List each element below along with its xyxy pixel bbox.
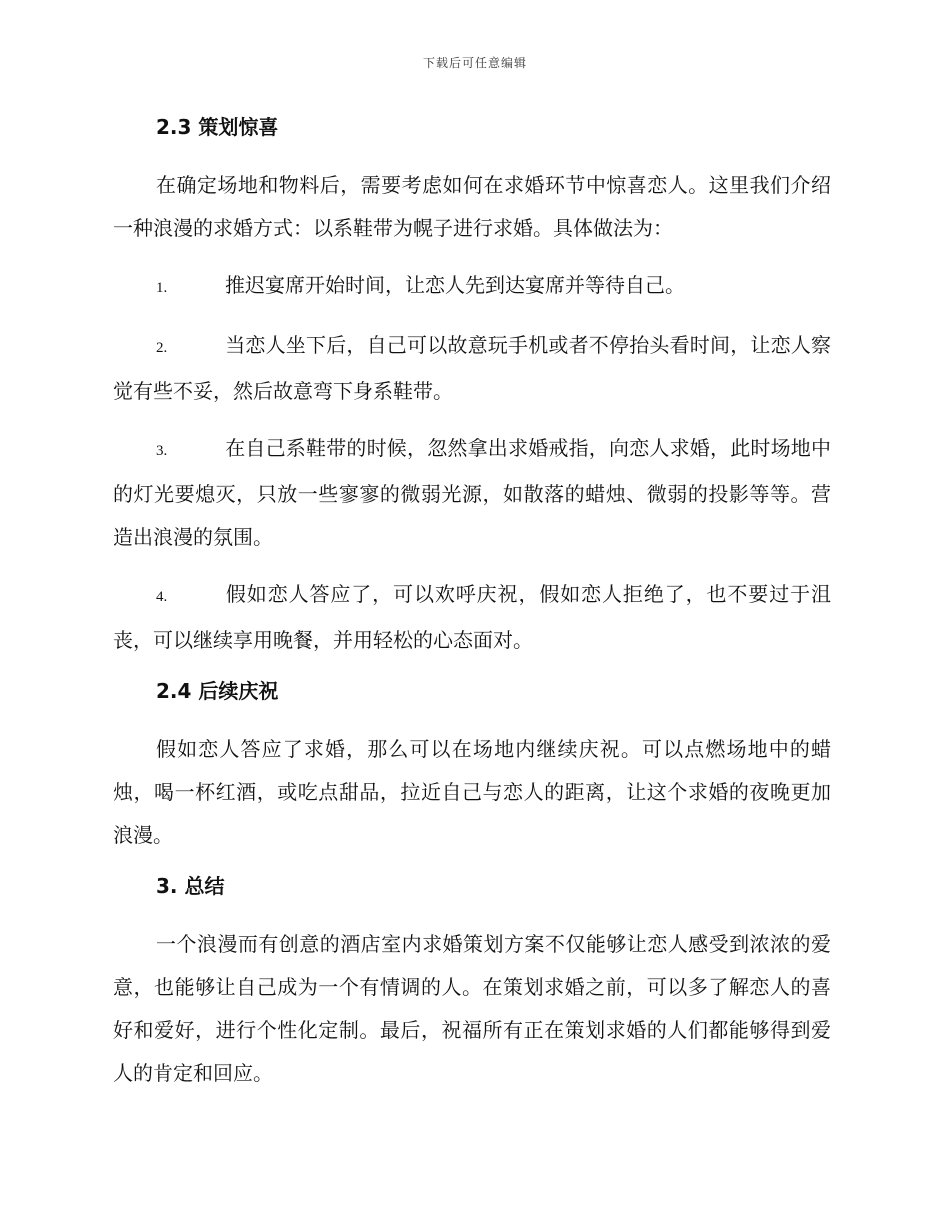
list-item-number: 3. xyxy=(156,443,168,459)
header-note: 下载后可任意编辑 xyxy=(422,56,527,70)
list-item-number: 1. xyxy=(156,280,168,296)
list-item xyxy=(113,264,831,310)
list-item-text: 推迟宴席开始时间，让恋人先到达宴席并等待自己。 xyxy=(225,273,685,297)
section-heading-2-4: 2.4 后续庆祝 xyxy=(156,679,279,703)
section-2-4-body: 假如恋人答应了求婚，那么可以在场地内继续庆祝。可以点燃场地中的蜡烛，喝一杯红酒，或吃点甜品，拉近自己与恋人的距离，让这个求婚的夜晚更加浪漫。 xyxy=(113,737,831,847)
list-item-number: 4. xyxy=(156,589,168,605)
list-item-text: 在自己系鞋带的时候，忽然拿出求婚戒指，向恋人求婚，此时场地中的灯光要熄灭，只放一些寥寥的微弱光源，如散落的蜡烛、微弱的投影等等。营造出浪漫的氛围。 xyxy=(113,436,831,549)
list-item xyxy=(113,427,831,559)
list-item xyxy=(113,573,831,662)
list-item-text: 假如恋人答应了，可以欢呼庆祝，假如恋人拒绝了，也不要过于沮丧，可以继续享用晚餐，并用轻松的心态面对。 xyxy=(113,582,831,652)
list-item-text: 当恋人坐下后，自己可以故意玩手机或者不停抬头看时间，让恋人察觉有些不妥，然后故意弯下身系鞋带。 xyxy=(113,333,831,403)
list-item-number: 2. xyxy=(156,340,168,356)
list-item xyxy=(113,324,831,413)
section-2-3-intro: 在确定场地和物料后，需要考虑如何在求婚环节中惊喜恋人。这里我们介绍一种浪漫的求婚方式：以系鞋带为幌子进行求婚。具体做法为： xyxy=(113,173,831,240)
section-3-body: 一个浪漫而有创意的酒店室内求婚策划方案不仅能够让恋人感受到浓浓的爱意，也能够让自己成为一个有情调的人。在策划求婚之前，可以多了解恋人的喜好和爱好，进行个性化定制。最后，祝福所有正在策划求婚的人们都能够得到爱人的肯定和回应。 xyxy=(113,932,831,1085)
section-heading-3: 3. 总结 xyxy=(156,874,225,898)
section-heading-2-3: 2.3 策划惊喜 xyxy=(156,115,279,139)
document-body xyxy=(113,112,831,1109)
